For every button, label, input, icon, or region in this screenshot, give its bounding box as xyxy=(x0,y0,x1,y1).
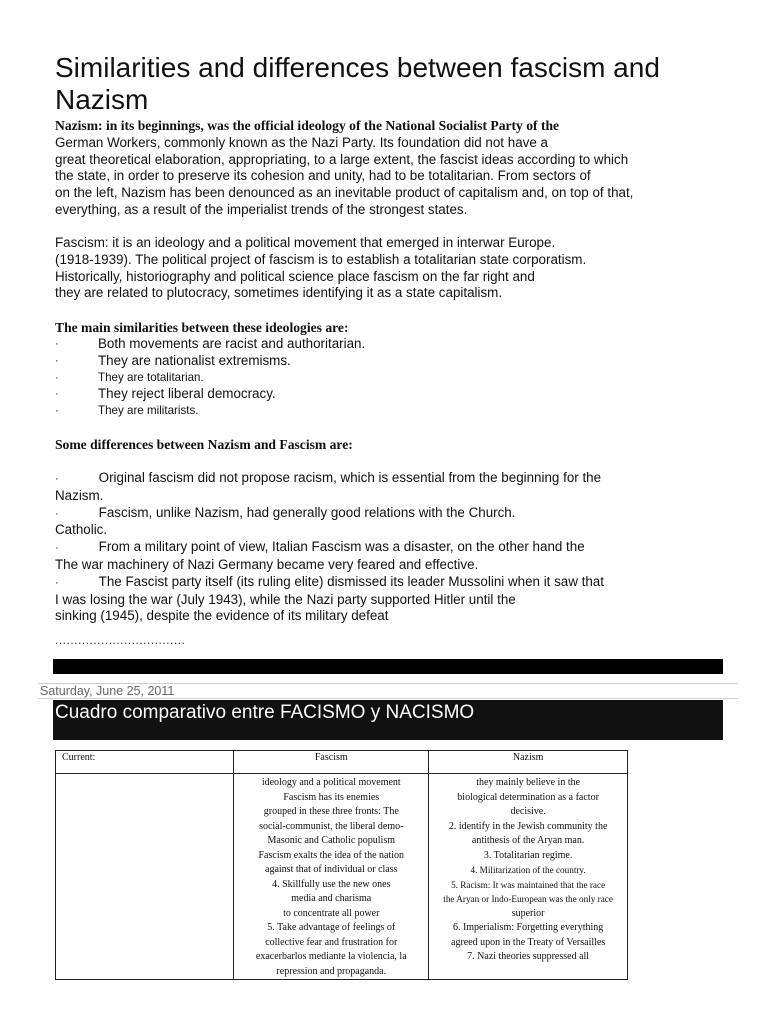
post-date: Saturday, June 25, 2011 xyxy=(40,684,175,698)
nazism-line: German Workers, commonly known as the Nazi Party. Its foundation did not have a xyxy=(55,134,548,150)
page-title: Similarities and differences between fascism and Nazism xyxy=(55,52,660,115)
comparison-table xyxy=(55,750,628,980)
list-item: · From a military point of view, Italian Fascism was a disaster, on the other hand the The war machinery of Nazi Germany became very feared and effective. xyxy=(55,539,585,572)
fascism-line: they are related to plutocracy, sometimes identifying it as a state capitalism. xyxy=(55,285,503,301)
bullet-dot: · xyxy=(55,388,59,401)
list-item: · Original fascism did not propose racism, which is essential from the beginning for the Nazism. xyxy=(55,470,602,503)
table-header-nazism: Nazism xyxy=(429,751,628,774)
table-cell-nazism: they mainly believe in the biological determination as a factor decisive. 2. identify in the Jewish community the antithesis of the Aryan man. 3. Totalitarian regime. 4. Militarization of the country. 5. Racism: It was maintained that the race the Aryan or Indo-European was the only race superior 6. Imperialism: Forgetting everything agreed upon in the Treaty of Versailles 7. Nazi theories suppressed all xyxy=(429,774,628,980)
bullet-dot: · xyxy=(55,405,59,418)
post-title-bar xyxy=(53,700,723,740)
divider-line xyxy=(38,698,738,699)
fascism-line: Fascism: it is an ideology and a political movement that emerged in interwar Europe. xyxy=(55,235,556,250)
nazism-intro-bold: Nazism: in its beginnings, was the official ideology of the National Socialist Party of the xyxy=(55,118,560,133)
list-item: · Fascism, unlike Nazism, had generally good relations with the Church. Catholic. xyxy=(55,504,516,538)
bullet-dot: · xyxy=(55,354,59,367)
nazism-line: everything, as a result of the imperialist trends of the strongest states. xyxy=(55,201,468,217)
bullet-dot: · xyxy=(55,576,59,589)
bullet-dot: · xyxy=(55,473,59,485)
list-item: · The Fascist party itself (its ruling elite) dismissed its leader Mussolini when it saw that I was losing the war (July 1943), while the Nazi party supported Hitler until the sinking (1945), despite the evidence of its military defeat xyxy=(55,573,604,624)
list-item: · They are militarists. xyxy=(55,403,735,420)
table-row xyxy=(56,774,628,980)
bullet-dot: · xyxy=(55,542,59,555)
similarities-heading: The main similarities between these ideologies are: xyxy=(55,320,349,335)
list-item: · Both movements are racist and authoritarian. xyxy=(55,336,366,351)
nazism-line: great theoretical elaboration, appropriating, to a large extent, the fascist ideas according to which xyxy=(55,151,629,167)
table-cell-current xyxy=(56,774,234,980)
table-header-row xyxy=(56,751,628,774)
post-title: Cuadro comparativo entre FACISMO y NACISMO xyxy=(55,702,475,723)
similarities-list xyxy=(55,336,735,420)
list-item: · They reject liberal democracy. xyxy=(55,386,276,402)
bullet-dot: · xyxy=(55,507,59,520)
differences-list xyxy=(55,470,735,625)
nazism-paragraph xyxy=(55,118,735,219)
list-item: · They are totalitarian. xyxy=(55,370,735,387)
differences-heading: Some differences between Nazism and Fascism are: xyxy=(55,437,353,452)
table-header-current: Current: xyxy=(56,751,234,774)
list-item: · They are nationalist extremisms. xyxy=(55,352,291,368)
table-cell-fascism: ideology and a political movement Fascism has its enemies grouped in these three fronts: The social-communist, the liberal demo- Masonic and Catholic populism Fascism exalts the idea of the nation against that of individual or class 4. Skillfully use the new ones media and charisma to concentrate all power 5. Take advantage of feelings of collective fear and frustration for exacerbarlos mediante la violencia, la repression and propaganda. xyxy=(234,774,429,980)
fascism-line: Historically, historiography and political science place fascism on the far right and xyxy=(55,268,535,284)
dotted-separator: .................................. xyxy=(55,633,186,647)
black-divider-bar xyxy=(53,659,723,674)
table-header-fascism: Fascism xyxy=(234,751,429,774)
bullet-dot: · xyxy=(55,338,59,350)
fascism-paragraph xyxy=(55,235,735,302)
bullet-dot: · xyxy=(55,371,59,384)
fascism-line: (1918-1939). The political project of fascism is to establish a totalitarian state corporatism. xyxy=(55,251,587,267)
nazism-line: on the left, Nazism has been denounced as an inevitable product of capitalism and, on top of that, xyxy=(55,185,634,201)
nazism-line: the state, in order to preserve its cohesion and unity, had to be totalitarian. From sectors of xyxy=(55,168,591,184)
